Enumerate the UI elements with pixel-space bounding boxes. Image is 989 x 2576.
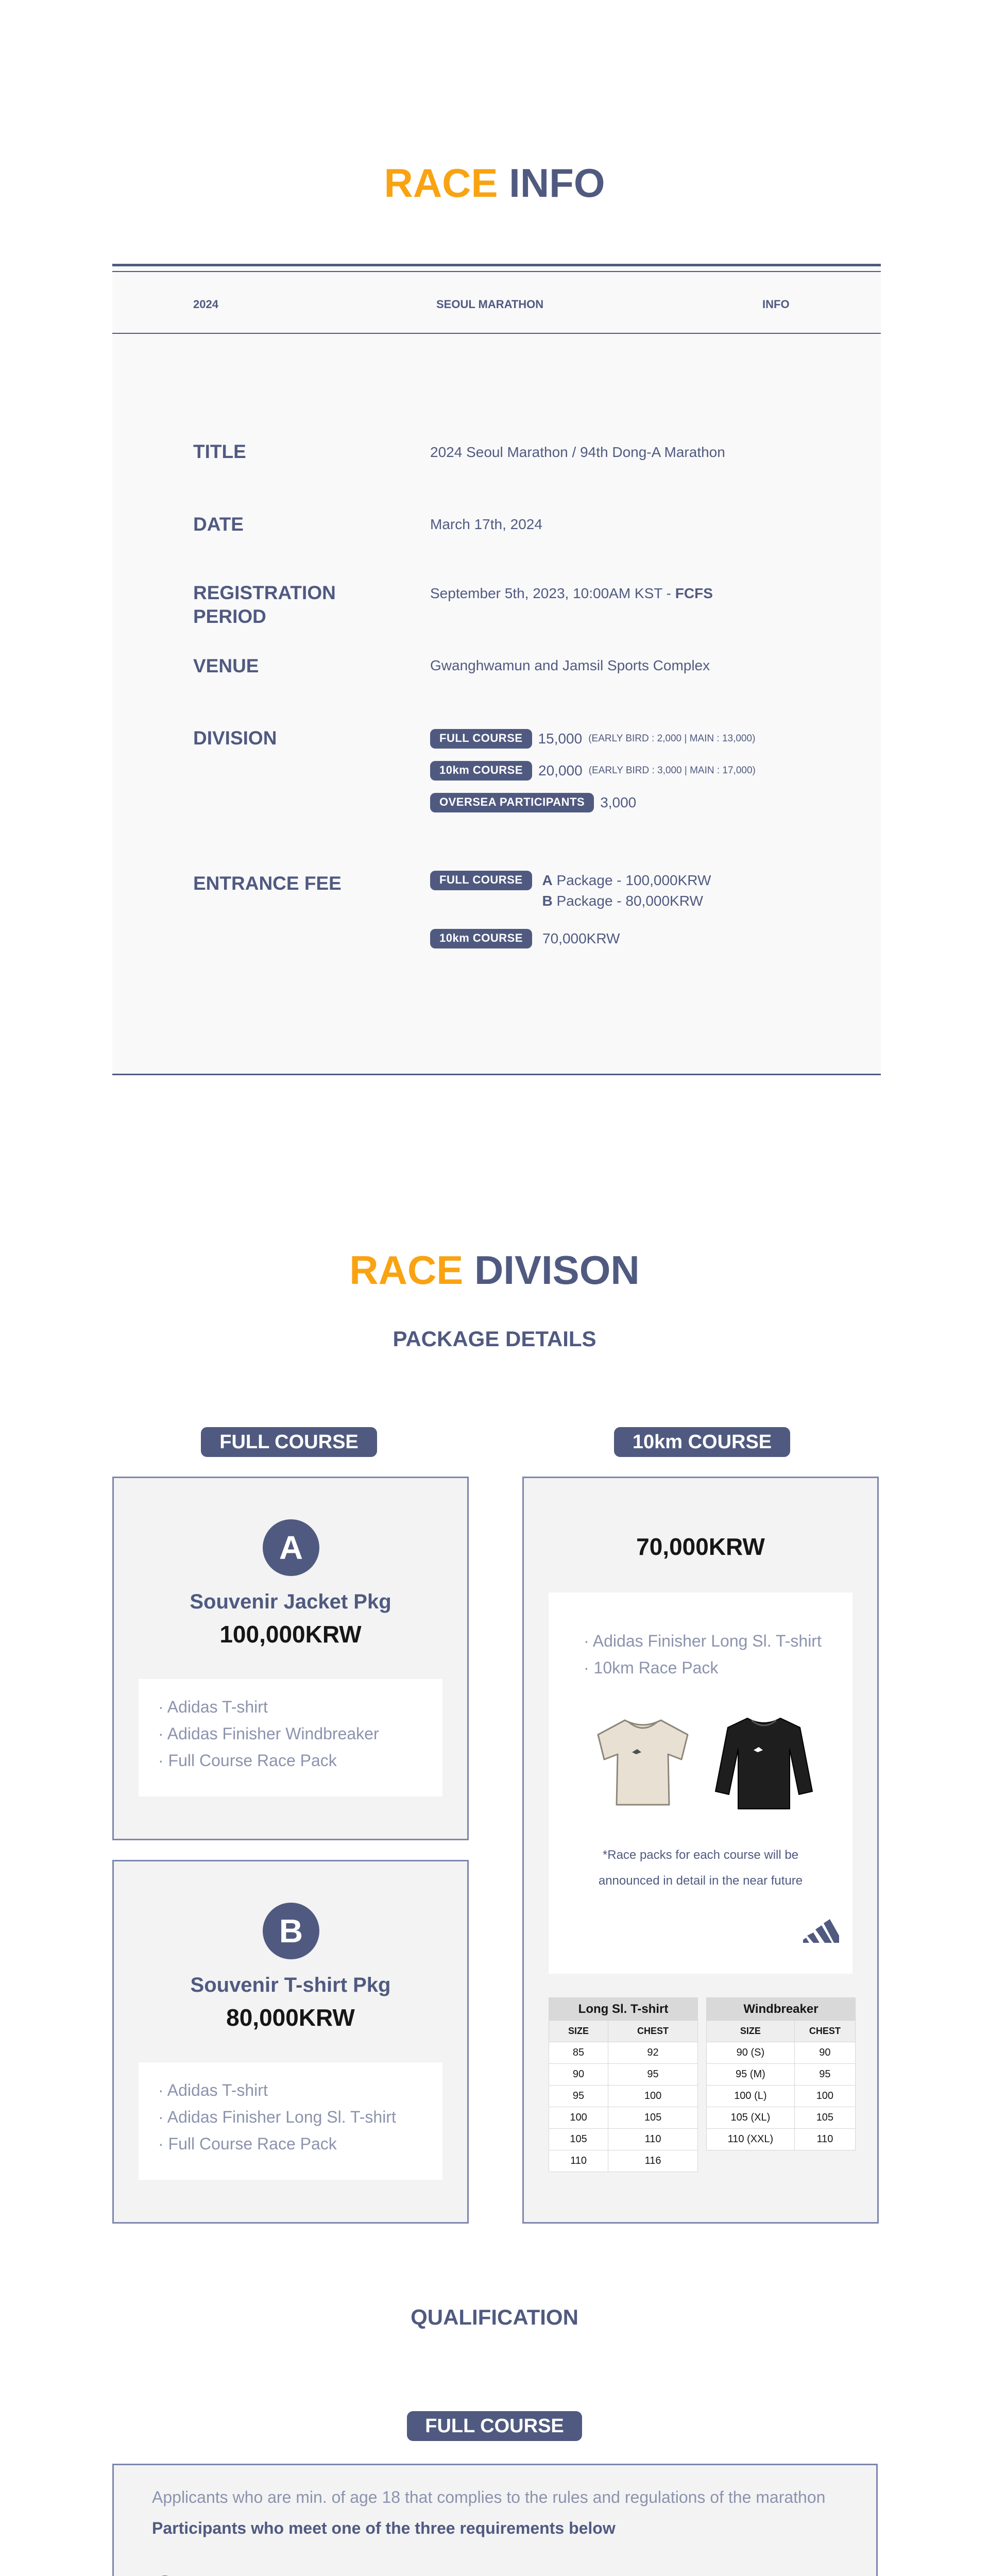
- date-label: DATE: [193, 514, 244, 535]
- package-b-badge: B: [263, 1903, 319, 1959]
- ten-km-items: [584, 1628, 822, 1681]
- black-long-sleeve-image: [712, 1714, 815, 1815]
- division-oversea-pill: OVERSEA PARTICIPANTS: [430, 793, 594, 812]
- list-item: · Full Course Race Pack: [158, 1747, 423, 1774]
- windbreaker-table-title: Windbreaker: [707, 1998, 856, 2021]
- table-cell: 100 (L): [707, 2086, 795, 2107]
- table-row: [549, 2064, 698, 2086]
- venue-value: Gwanghwamun and Jamsil Sports Complex: [430, 657, 710, 673]
- package-b-items: [139, 2062, 442, 2180]
- table-cell: 100: [794, 2086, 855, 2107]
- venue-label: VENUE: [193, 655, 259, 676]
- race-division-title-orange: RACE: [349, 1247, 464, 1293]
- registration-label: [193, 581, 336, 629]
- adidas-logo-icon: [802, 1914, 839, 1945]
- division-full-detail: (EARLY BIRD : 2,000 | MAIN : 13,000): [588, 733, 756, 744]
- list-item: · Adidas Finisher Windbreaker: [158, 1720, 423, 1747]
- header-year: 2024: [193, 298, 218, 311]
- entrance-package-a-text: Package - 100,000KRW: [552, 872, 711, 888]
- table-cell: 95 (M): [707, 2064, 795, 2086]
- division-full-count: 15,000: [538, 731, 583, 747]
- race-info-title-orange: RACE: [384, 160, 498, 206]
- race-info-title: [0, 160, 989, 207]
- full-qual-line-2: Participants who meet one of the three requirements below: [152, 2519, 616, 2537]
- division-oversea: [430, 791, 636, 814]
- entrance-10km: [430, 927, 620, 950]
- long-sleeve-table-title: Long Sl. T-shirt: [549, 1998, 698, 2021]
- division-10km-pill: 10km COURSE: [430, 761, 532, 781]
- full-course-qualification: [112, 2464, 878, 2576]
- registration-label-line-2: PERIOD: [193, 606, 266, 627]
- header-event: SEOUL MARATHON: [436, 298, 544, 311]
- division-label: DIVISION: [193, 727, 277, 749]
- beige-tshirt-image: [589, 1716, 697, 1809]
- package-a-price: 100,000KRW: [219, 1621, 362, 1648]
- bottom-rule: [112, 1074, 881, 1075]
- package-a-badge: A: [263, 1519, 319, 1576]
- table-row: [549, 2129, 698, 2150]
- registration-value-text: September 5th, 2023, 10:00AM KST -: [430, 585, 675, 601]
- table-row: [549, 2086, 698, 2107]
- package-a-items: [139, 1679, 442, 1797]
- qualification-full-pill: FULL COURSE: [407, 2411, 582, 2441]
- entrance-package-a-letter: A: [542, 872, 553, 888]
- entrance-10km-pill: 10km COURSE: [430, 929, 532, 948]
- table-cell: 95: [549, 2086, 608, 2107]
- package-a-card: [112, 1477, 469, 1840]
- windbreaker-size-table: [706, 1997, 856, 2150]
- long-sleeve-size-table: [549, 1997, 698, 2172]
- table-cell: 90 (S): [707, 2042, 795, 2064]
- top-rule-thin: [112, 271, 881, 272]
- chest-header: CHEST: [794, 2021, 855, 2042]
- table-cell: 105: [549, 2129, 608, 2150]
- header-rule: [112, 333, 881, 334]
- division-full: [430, 727, 755, 750]
- table-cell: 110: [608, 2129, 698, 2150]
- header-info: INFO: [762, 298, 790, 311]
- registration-label-line-1: REGISTRATION: [193, 582, 336, 603]
- list-item: · Adidas Finisher Long Sl. T-shirt: [158, 2104, 423, 2130]
- table-cell: 95: [608, 2064, 698, 2086]
- chest-header: CHEST: [608, 2021, 698, 2042]
- division-10km-detail: (EARLY BIRD : 3,000 | MAIN : 17,000): [588, 765, 756, 776]
- table-cell: 105: [794, 2107, 855, 2129]
- package-details-title: PACKAGE DETAILS: [393, 1327, 596, 1351]
- table-cell: 100: [549, 2107, 608, 2129]
- entrance-fee-label: ENTRANCE FEE: [193, 873, 342, 894]
- package-b-name: Souvenir T-shirt Pkg: [190, 1974, 391, 1996]
- entrance-full-pill: FULL COURSE: [430, 871, 532, 890]
- table-row: [549, 2150, 698, 2172]
- title-label: TITLE: [193, 441, 246, 462]
- top-rule-thick: [112, 264, 881, 266]
- ten-km-note-2: announced in detail in the near future: [598, 1874, 803, 1888]
- table-row: [549, 2107, 698, 2129]
- list-item: · Adidas T-shirt: [158, 1693, 423, 1720]
- table-cell: 110 (XXL): [707, 2129, 795, 2150]
- entrance-package-b-letter: B: [542, 893, 553, 909]
- full-course-tab: FULL COURSE: [201, 1427, 377, 1457]
- ten-km-package-card: [522, 1477, 879, 2224]
- table-cell: 100: [608, 2086, 698, 2107]
- package-a-name: Souvenir Jacket Pkg: [190, 1590, 391, 1613]
- table-row: [707, 2042, 856, 2064]
- list-item: · Full Course Race Pack: [158, 2130, 423, 2157]
- entrance-package-b-text: Package - 80,000KRW: [552, 893, 703, 909]
- full-qual-line-1: Applicants who are min. of age 18 that complies to the rules and regulations of the marathon: [152, 2488, 826, 2506]
- division-full-pill: FULL COURSE: [430, 729, 532, 749]
- table-cell: 105 (XL): [707, 2107, 795, 2129]
- qualification-title: QUALIFICATION: [411, 2305, 578, 2329]
- table-cell: 90: [794, 2042, 855, 2064]
- table-row: [549, 2042, 698, 2064]
- table-cell: 110: [549, 2150, 608, 2172]
- registration-value-fcfs: FCFS: [675, 585, 713, 601]
- entrance-package-a: [542, 870, 711, 891]
- list-item: · Adidas T-shirt: [158, 2077, 423, 2104]
- table-cell: 92: [608, 2042, 698, 2064]
- ten-km-note-1: *Race packs for each course will be: [602, 1848, 799, 1862]
- size-header: SIZE: [549, 2021, 608, 2042]
- table-row: [707, 2086, 856, 2107]
- table-cell: 90: [549, 2064, 608, 2086]
- division-10km-count: 20,000: [538, 762, 583, 778]
- date-value: March 17th, 2024: [430, 516, 542, 532]
- table-cell: 95: [794, 2064, 855, 2086]
- table-row: [707, 2107, 856, 2129]
- table-cell: 110: [794, 2129, 855, 2150]
- requirement-1: [154, 2573, 421, 2576]
- table-row: [707, 2129, 856, 2150]
- ten-km-price: 70,000KRW: [636, 1533, 765, 1560]
- registration-value: [430, 583, 713, 604]
- division-oversea-count: 3,000: [600, 794, 637, 810]
- entrance-full: [430, 871, 711, 909]
- table-row: [707, 2064, 856, 2086]
- size-header: SIZE: [707, 2021, 795, 2042]
- race-info-title-navy: INFO: [509, 160, 605, 206]
- package-b-card: [112, 1860, 469, 2224]
- entrance-full-packages: [542, 870, 711, 911]
- package-b-price: 80,000KRW: [226, 2004, 355, 2031]
- list-item: · Adidas Finisher Long Sl. T-shirt: [584, 1628, 822, 1654]
- entrance-package-b: [542, 891, 711, 911]
- race-division-title: [0, 1247, 989, 1294]
- ten-km-course-tab: 10km COURSE: [614, 1427, 790, 1457]
- table-cell: 116: [608, 2150, 698, 2172]
- table-cell: 85: [549, 2042, 608, 2064]
- race-division-title-navy: DIVISON: [474, 1247, 640, 1293]
- entrance-10km-price: 70,000KRW: [542, 930, 620, 946]
- ten-km-items-box: [549, 1592, 852, 1974]
- title-value: 2024 Seoul Marathon / 94th Dong-A Marathon: [430, 444, 725, 460]
- division-10km: [430, 759, 756, 782]
- table-cell: 105: [608, 2107, 698, 2129]
- list-item: · 10km Race Pack: [584, 1654, 822, 1681]
